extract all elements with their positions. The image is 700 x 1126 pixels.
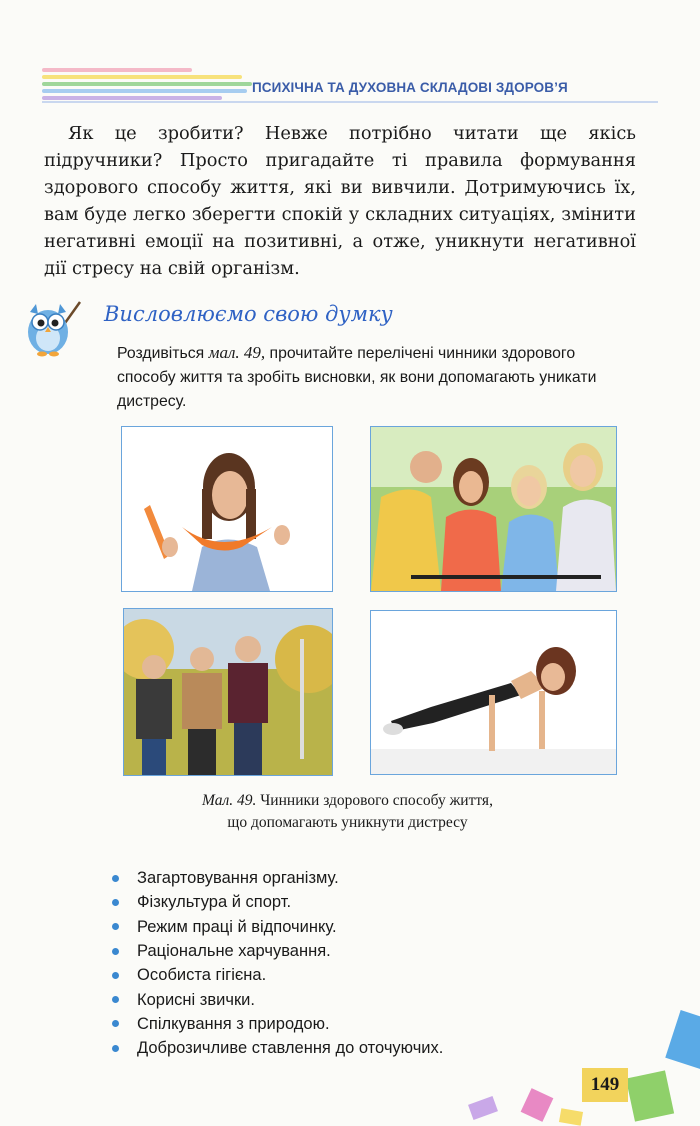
decorative-shape xyxy=(665,1010,700,1070)
decorative-shape xyxy=(521,1088,554,1122)
photo-woman-push-up xyxy=(370,610,617,775)
list-item: Загартовування організму. xyxy=(110,866,443,890)
bullet-icon xyxy=(112,996,119,1003)
header-rule xyxy=(42,101,658,103)
list-item: Спілкування з природою. xyxy=(110,1012,443,1036)
factors-list xyxy=(110,866,443,1060)
decorative-shape xyxy=(626,1070,674,1121)
list-item: Особиста гігієна. xyxy=(110,963,443,987)
intro-paragraph: Як це зробити? Невже потрібно читати ще якісь підручники? Просто пригадайте ті правила формування здорового способу життя, які ви вивчили. Дотримуючись їх, вам буде легко зберегти спокій у складних ситуаціях, змінити негативні емоції на позитивні, а отже, уникнути негативної дії стресу на свій організм. xyxy=(44,123,636,279)
bullet-icon xyxy=(112,875,119,882)
photo-family-bicycles xyxy=(370,426,617,592)
owl-teacher-icon xyxy=(20,296,84,358)
photo-girl-with-vegetables xyxy=(121,426,333,592)
list-item: Доброзичливе ставлення до оточуючих. xyxy=(110,1036,443,1060)
bullet-icon xyxy=(112,899,119,906)
decorative-shape xyxy=(468,1096,498,1120)
list-item: Фізкультура й спорт. xyxy=(110,890,443,914)
bullet-icon xyxy=(112,923,119,930)
task-text: Роздивіться мал. 49, прочитайте перелічені чинники здорового способу життя та зробіть висновки, як вони допомагають уникати дистресу. xyxy=(117,343,597,410)
list-item: Раціональне харчування. xyxy=(110,939,443,963)
figure-label: Мал. 49. xyxy=(202,792,257,809)
running-head: ПСИХІЧНА ТА ДУХОВНА СКЛАДОВІ ЗДОРОВ’Я xyxy=(252,80,568,95)
photo-friends-autumn-walk xyxy=(123,608,333,776)
bullet-icon xyxy=(112,948,119,955)
bullet-icon xyxy=(112,1020,119,1027)
list-item: Режим праці й відпочинку. xyxy=(110,915,443,939)
figure-caption: Мал. 49. Чинники здорового способу життя, що допомагають уникнути дистресу xyxy=(202,792,493,831)
section-title: Висловлюємо свою думку xyxy=(104,302,393,326)
figure-reference: мал. 49, xyxy=(208,343,266,362)
page-number: 149 xyxy=(582,1068,628,1102)
decorative-shape xyxy=(559,1108,583,1126)
bullet-icon xyxy=(112,972,119,979)
bullet-icon xyxy=(112,1045,119,1052)
list-item: Корисні звички. xyxy=(110,987,443,1011)
